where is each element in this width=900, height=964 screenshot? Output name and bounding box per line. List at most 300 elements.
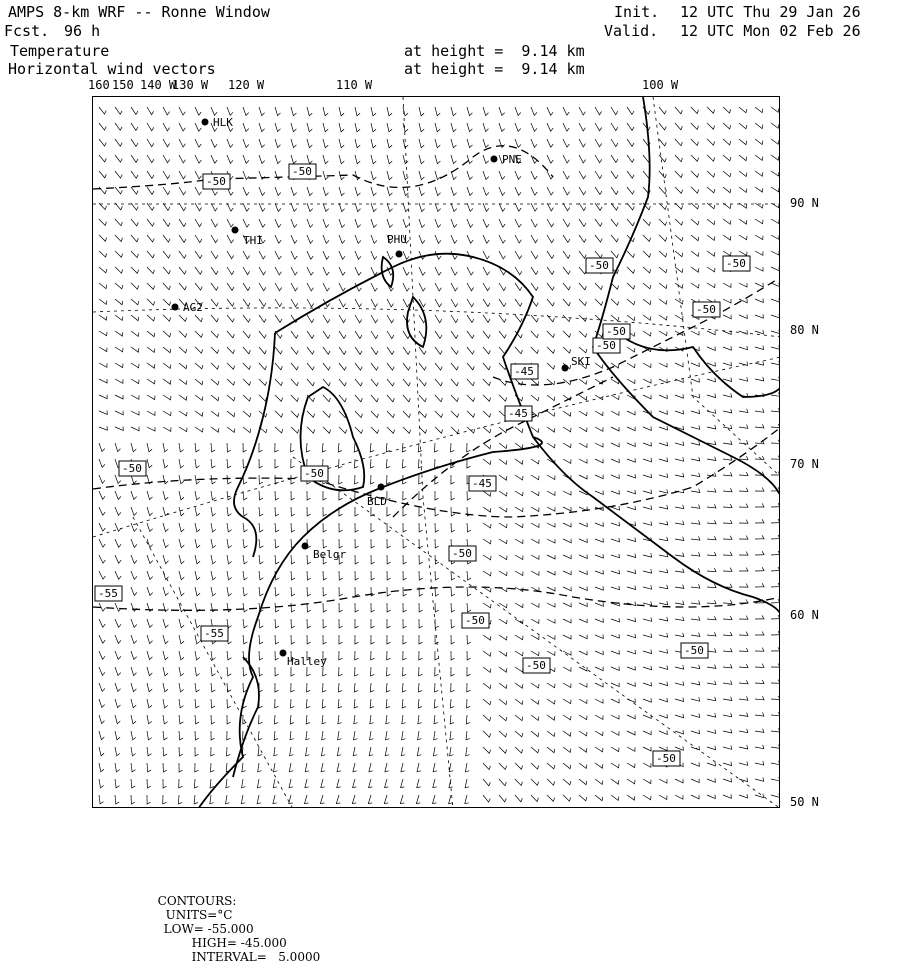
wind-vector — [339, 331, 346, 339]
wind-vector — [179, 635, 184, 644]
wind-vector — [339, 619, 343, 628]
wind-vector — [675, 410, 684, 414]
wind-vector — [322, 731, 326, 740]
wind-vector — [739, 440, 748, 444]
wind-vector — [739, 664, 748, 668]
wind-vector — [369, 779, 373, 788]
wind-vector — [355, 667, 359, 676]
wind-vector — [515, 603, 523, 608]
wind-vector — [195, 587, 200, 596]
wind-vector — [643, 650, 652, 654]
wind-vector — [627, 315, 635, 321]
wind-vector — [227, 299, 234, 306]
wind-vector — [627, 427, 635, 431]
contour-label: -50 — [292, 165, 312, 178]
wind-vector — [401, 779, 405, 788]
wind-vector — [131, 331, 139, 336]
wind-vector — [579, 235, 586, 242]
wind-vector — [307, 283, 314, 291]
wind-vector — [227, 315, 234, 322]
wind-vector — [195, 427, 203, 432]
svg-text:HLK: HLK — [213, 116, 233, 129]
wind-vector — [483, 155, 489, 164]
wind-vector — [467, 683, 471, 692]
wind-vector — [755, 123, 763, 129]
wind-vector — [643, 283, 651, 289]
wind-vector — [275, 699, 279, 708]
wind-vector — [675, 553, 684, 557]
contour-units: UNITS=°C — [165, 908, 233, 922]
wind-vector — [627, 155, 634, 162]
station-ski[interactable] — [562, 355, 591, 372]
wind-vector — [467, 267, 474, 275]
wind-vector — [99, 699, 105, 708]
wind-vector — [483, 299, 490, 307]
wind-vector — [291, 475, 295, 484]
wind-vector — [99, 155, 106, 162]
wind-vector — [483, 763, 491, 770]
wind-vector — [771, 583, 780, 587]
wind-vector — [563, 683, 571, 688]
wind-vector — [99, 443, 105, 452]
wind-vector — [627, 538, 636, 542]
wind-vector — [707, 584, 716, 588]
wind-vector — [195, 379, 203, 385]
wind-vector — [99, 747, 104, 756]
wind-vector — [419, 507, 423, 516]
wind-vector — [307, 619, 311, 628]
wind-vector — [531, 235, 538, 243]
wind-vector — [723, 488, 732, 492]
wind-vector — [675, 746, 683, 750]
wind-vector — [403, 267, 409, 275]
wind-vector — [515, 523, 523, 528]
wind-vector — [659, 442, 668, 446]
coastline — [198, 97, 780, 808]
wind-vector — [131, 315, 139, 321]
wind-vector — [275, 283, 282, 291]
wind-vector — [531, 107, 537, 115]
wind-vector — [243, 187, 249, 195]
wind-vector — [579, 427, 587, 432]
wind-vector — [547, 251, 554, 259]
wind-vector — [611, 107, 618, 115]
init-label: Init. — [614, 3, 660, 21]
wind-vector — [307, 107, 312, 116]
wind-vector — [547, 235, 554, 243]
station-belgr[interactable] — [302, 543, 347, 562]
wind-vector — [659, 779, 667, 783]
wind-vector — [515, 747, 523, 753]
wind-vector — [435, 667, 439, 676]
wind-vector — [433, 747, 437, 756]
wind-vector — [771, 187, 779, 192]
wind-vector — [771, 777, 780, 781]
wind-vector — [435, 155, 440, 164]
wind-vector — [147, 683, 152, 692]
wind-vector — [563, 315, 571, 322]
wind-vector — [659, 267, 667, 273]
wind-vector — [416, 795, 420, 804]
wind-vector — [163, 715, 168, 724]
wind-vector — [755, 696, 764, 700]
wind-vector — [595, 731, 603, 736]
station-halley[interactable] — [280, 650, 328, 669]
wind-vector — [418, 699, 422, 708]
wind-vector — [323, 331, 330, 339]
wind-vector — [563, 283, 570, 290]
wind-vector — [227, 587, 232, 596]
wind-vector — [723, 520, 732, 524]
wind-vector — [355, 267, 361, 275]
wind-vector — [259, 267, 266, 275]
wind-vector — [419, 427, 427, 433]
wind-vector — [307, 587, 311, 596]
station-thi[interactable] — [232, 227, 263, 248]
wind-vector — [627, 267, 635, 273]
wind-vector — [707, 347, 715, 351]
wind-vector — [547, 107, 553, 115]
wind-vector — [339, 651, 343, 660]
wind-vector — [370, 683, 374, 692]
wind-vector — [355, 651, 359, 660]
wind-vector — [435, 379, 442, 386]
wind-vector — [99, 523, 105, 531]
wind-vector — [531, 315, 538, 322]
wind-vector — [579, 443, 587, 447]
wind-vector — [353, 747, 357, 756]
wind-vector — [274, 731, 278, 740]
station-bld[interactable] — [367, 484, 387, 509]
wind-vector — [547, 571, 555, 575]
wind-vector — [563, 219, 570, 227]
map-panel[interactable] — [92, 96, 780, 808]
wind-vector — [307, 235, 313, 243]
wind-vector — [387, 107, 392, 116]
wind-vector — [579, 699, 587, 703]
wind-vector — [499, 795, 506, 802]
wind-vector — [321, 747, 325, 756]
wind-vector — [227, 683, 231, 692]
wind-vector — [450, 715, 454, 724]
wind-vector — [563, 555, 571, 559]
wind-vector — [227, 667, 231, 676]
wind-vector — [611, 171, 618, 179]
wind-vector — [643, 331, 651, 336]
wind-vector — [531, 603, 539, 607]
wind-vector — [387, 587, 391, 596]
wind-vector — [707, 730, 716, 734]
wind-vector — [195, 251, 202, 258]
wind-vector — [243, 555, 248, 564]
wind-vector — [579, 763, 587, 768]
wind-vector — [275, 683, 279, 692]
wind-vector — [419, 139, 424, 148]
wind-vector — [547, 779, 555, 785]
wind-vector — [467, 699, 471, 708]
wind-vector — [339, 187, 345, 196]
wind-vector — [115, 571, 121, 579]
wind-vector — [499, 491, 507, 496]
wind-vector — [226, 779, 230, 788]
wind-vector — [115, 155, 122, 162]
wind-vector — [611, 219, 618, 226]
wind-vector — [115, 267, 123, 273]
wind-vector — [659, 666, 668, 670]
wind-vector — [243, 635, 247, 644]
wind-vector — [371, 667, 375, 676]
wind-vector — [275, 555, 279, 564]
wind-vector — [99, 475, 105, 483]
wind-vector — [707, 123, 715, 129]
wind-vector — [115, 411, 123, 415]
contour-label-group — [95, 164, 750, 766]
wind-vector — [723, 362, 732, 366]
wind-vector — [723, 155, 731, 161]
wind-vector — [691, 489, 700, 493]
wind-vector — [259, 379, 267, 386]
wind-vector — [195, 331, 203, 337]
wind-vector — [355, 571, 359, 580]
wind-vector — [450, 699, 454, 708]
wind-vector — [147, 267, 155, 274]
wind-vector — [403, 155, 408, 164]
wind-vector — [643, 315, 651, 320]
wind-vector — [147, 363, 155, 368]
wind-vector — [179, 267, 186, 274]
wind-vector — [291, 635, 295, 644]
wind-vector — [499, 459, 507, 464]
wind-vector — [531, 555, 539, 559]
wind-vector — [691, 363, 699, 367]
contour-label: -50 — [206, 175, 226, 188]
wind-vector — [195, 283, 202, 290]
wind-vector — [707, 331, 715, 335]
wind-vector — [323, 347, 330, 354]
wind-vector — [306, 731, 310, 740]
contour-label: -55 — [98, 587, 118, 600]
wind-vector — [515, 763, 523, 769]
wind-vector — [323, 123, 328, 132]
wind-vector — [579, 619, 587, 623]
wind-vector — [355, 587, 359, 596]
wind-vector — [131, 219, 138, 226]
wind-vector — [179, 347, 187, 353]
wind-vector — [402, 731, 406, 740]
wind-vector — [595, 411, 603, 416]
wind-vector — [771, 107, 779, 112]
wind-vector — [259, 619, 263, 628]
wind-vector — [371, 235, 377, 243]
wind-vector — [403, 427, 411, 433]
wind-vector — [451, 587, 455, 596]
contour-label: -50 — [589, 259, 609, 272]
wind-vector — [323, 683, 327, 692]
contour-low: LOW= -55.000 — [163, 922, 254, 936]
wind-vector — [675, 698, 684, 702]
wind-vector — [643, 426, 651, 430]
wind-vector — [355, 155, 360, 164]
wind-vector — [531, 283, 538, 290]
wind-vector — [321, 779, 325, 788]
wind-vector — [627, 363, 635, 368]
wind-vector — [435, 251, 441, 259]
wind-vector — [467, 443, 471, 452]
wind-vector — [147, 331, 155, 337]
wind-vector — [611, 650, 619, 654]
wind-vector — [723, 568, 732, 572]
wind-vector — [115, 683, 121, 692]
wind-vector — [659, 601, 668, 605]
station-pne[interactable] — [491, 153, 522, 166]
wind-vector — [563, 139, 569, 147]
wind-vector — [435, 475, 439, 484]
wind-vector — [147, 219, 154, 226]
wind-vector — [147, 427, 155, 431]
wind-vector — [323, 155, 328, 164]
wind-vector — [435, 539, 439, 548]
wind-vector — [675, 617, 684, 621]
wind-vector — [563, 347, 571, 353]
wind-vector — [435, 347, 442, 354]
wind-vector — [227, 267, 234, 275]
wind-vector — [386, 699, 390, 708]
station-hlk[interactable] — [202, 116, 234, 129]
wind-vector — [435, 603, 439, 612]
wind-vector — [483, 731, 491, 737]
wind-vector — [371, 539, 375, 548]
wind-vector — [306, 747, 310, 756]
wind-vector — [163, 763, 167, 772]
wind-vector — [547, 363, 555, 369]
wind-vector — [371, 123, 376, 132]
wind-vector — [211, 155, 217, 163]
wind-vector — [771, 251, 779, 255]
wind-vector — [403, 299, 410, 307]
wind-vector — [323, 603, 327, 612]
wind-vector — [179, 411, 187, 416]
wind-vector — [291, 235, 297, 243]
wind-vector — [739, 568, 748, 572]
contour-high: HIGH= -45.000 — [191, 936, 287, 950]
wind-vector — [515, 251, 522, 259]
wind-vector — [323, 635, 327, 644]
wind-vector — [499, 299, 506, 307]
wind-vector — [515, 475, 523, 480]
wind-vector — [723, 139, 731, 145]
wind-vector — [179, 235, 186, 242]
wind-vector — [275, 667, 279, 676]
wind-vector — [179, 363, 187, 369]
wind-vector — [531, 427, 539, 432]
wind-vector — [483, 123, 489, 132]
wind-vector — [691, 410, 700, 414]
wind-vector — [243, 171, 249, 179]
wind-vector — [274, 747, 278, 756]
wind-vector — [387, 139, 392, 148]
wind-vector — [163, 123, 170, 131]
wind-vector — [755, 794, 764, 798]
field-temperature: Temperature — [10, 42, 110, 60]
wind-vector — [483, 635, 491, 640]
wind-vector — [483, 331, 490, 338]
wind-vector — [387, 667, 391, 676]
wind-vector — [99, 731, 104, 740]
wind-vector — [499, 667, 507, 672]
wind-vector — [579, 395, 587, 400]
wind-vector — [290, 731, 294, 740]
wind-vector — [99, 395, 107, 399]
wind-vector — [289, 779, 293, 788]
wind-vector — [467, 331, 474, 338]
wind-vector — [227, 363, 235, 369]
wind-vector — [195, 555, 200, 564]
wind-vector — [115, 443, 121, 452]
wind-vector — [643, 299, 651, 305]
wind-vector — [323, 491, 327, 500]
wind-vector — [211, 491, 216, 500]
wind-vector — [643, 682, 652, 686]
wind-vector — [339, 491, 343, 500]
wind-vector — [339, 587, 343, 596]
contour-label: -55 — [204, 627, 224, 640]
wind-vector — [675, 521, 684, 525]
wind-vector — [451, 507, 455, 516]
wind-vector — [675, 779, 683, 783]
wind-vector — [307, 411, 315, 417]
wind-vector — [707, 187, 715, 193]
station-markers — [172, 116, 591, 668]
wind-vector — [274, 763, 278, 772]
wind-vector — [259, 523, 263, 532]
wind-vector — [771, 647, 780, 651]
wind-vector — [467, 315, 474, 323]
wind-vector — [755, 235, 763, 240]
wind-vector — [339, 395, 346, 402]
wind-vector — [179, 779, 183, 788]
svg-text:PHU: PHU — [387, 233, 407, 246]
wind-vector — [531, 395, 539, 401]
wind-vector — [115, 379, 123, 383]
wind-vector — [435, 507, 439, 516]
wind-vector — [467, 491, 471, 500]
wind-vector — [691, 107, 699, 114]
wind-vector — [755, 251, 763, 255]
wind-vector — [147, 315, 155, 321]
wind-vector — [483, 779, 490, 786]
wind-vector — [483, 507, 491, 512]
wind-vector — [739, 251, 747, 256]
wind-vector — [387, 363, 394, 370]
wind-vector — [659, 553, 668, 557]
wind-vector — [771, 298, 779, 302]
wind-vector — [691, 441, 700, 445]
wind-vector — [675, 473, 684, 477]
wind-vector — [659, 251, 667, 257]
wind-vector — [259, 187, 265, 195]
station-ag2[interactable] — [172, 301, 203, 314]
wind-vector — [387, 219, 393, 228]
wind-vector — [659, 473, 668, 477]
wind-vector — [259, 667, 263, 676]
wind-vector — [275, 379, 283, 386]
wind-vector — [595, 123, 602, 131]
wind-vector — [147, 667, 152, 676]
wind-vector — [243, 603, 248, 612]
wind-vector — [338, 443, 342, 452]
wind-vector — [723, 616, 732, 620]
wind-vector — [611, 474, 619, 478]
